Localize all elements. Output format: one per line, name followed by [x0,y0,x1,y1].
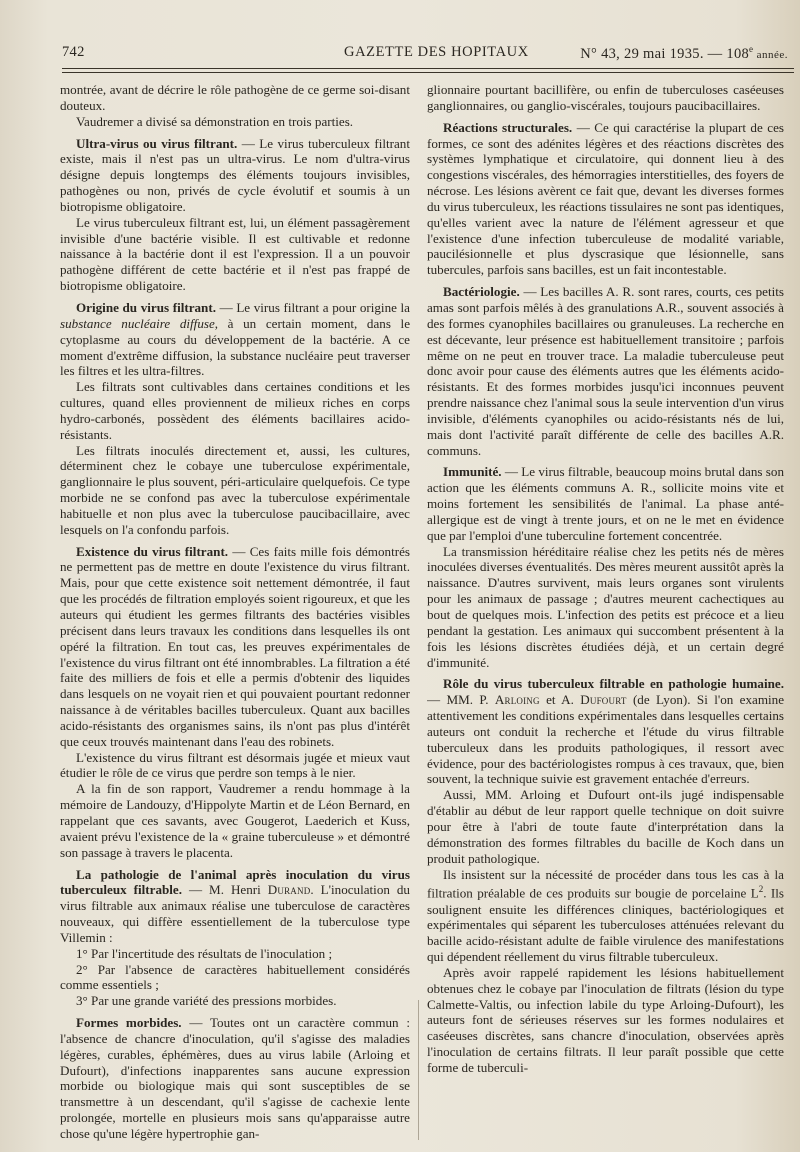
paragraph: La transmission héréditaire réalise chez les petits nés de mères inoculées diverses éventualités. Des mères meurent aussitôt après la naissance. D'autres survivent, mais leurs organes sont virulents pour les animaux de passage ; d'autres meurent cachectiques au bout de quelques mois. L'infection des petits est précoce et a lieu pendant la gestation. Les animaux qui succombent présentent à la fois les lésions discrètes étudiées déjà, et un certain degré d'immunité. [427,543,784,670]
section-text: — Les bacilles A. R. sont rares, courts, ces petits amas sont parfois mêlés à des granulations A.R., souvent associés à des formes cyanophiles bacillaires ou granuleuses. La recherche en est décevante, leur présence est habituellement transitoire ; parfois même on ne peut en trouver trace. La maladie tuberculeuse peut donc avoir pour cause des éléments autres que les éléments acido-résistants. Et des formes morbides jusqu'ici inconnues peuvent prendre naissance chez l'animal sous la seule intervention d'un virus invisible, d'éléments cyanophiles ou acido-résistants nés de lui, mais dont l'activité paraît différente de celle des bacilles A.R. communs. [427,284,784,458]
paragraph: Le virus tuberculeux filtrant est, lui, un élément passagèrement invisible d'une bactérie visible. Il est cultivable et redonne naissance à la bactérie dont il est l'expression. Il a un pouvoir pathogène différent de cette bactérie et il n'est pas frappé de biotropisme obligatoire. [60,214,410,294]
list-item: 1° Par l'incertitude des résultats de l'inoculation ; [76,945,333,961]
section-text: — Le virus tuberculeux filtrant existe, mais il n'est pas un ultra-virus. Le nom d'ultra-virus désigne depuis longtemps des éléments toujours invisibles, pathogènes ou non, privés de cycle évolutif et soumis à un biotropisme obligatoire. [60,135,410,214]
section-text: . L'inoculation du virus filtrable aux animaux réalise une tuberculose de caractères nouveaux, qui diffère essentiellement de la tuberculose type Villemin : [60,882,410,945]
section-text: — Ces faits mille fois démontrés ne permettent pas de mettre en doute l'existence du virus filtrant. Mais, pour que cette existence soit nettement démontrée, il faut que les procédés de filtration employés soient rigoureux, et que les auteurs qui étudient les germes filtrants des bactéries visibles précisent dans leurs travaux les conditions dans lesquelles ils ont opéré la filtration. En tout cas, les preuves expérimentales de l'existence du virus filtrant ont été innombrables. La filtration a été faite des milliers de fois et elle a permis d'obtenir des liquides dans lesquels on ne voyait rien et qui pouvaient pourtant redonner naissance à de véritables bacilles tuberculeux. Quant aux bacilles acido-résistants des organismes sains, ils n'ont pas plus d'intérêt que ceux trouvés maintenant dans l'eau des robinets. [60,543,410,749]
section-text: , à un certain moment, dans le cytoplasme au cours du développement de la bactérie. A ce moment d'extrême diffusion, la substance nucléaire peut traverser les filtres et les ultra-filtres. [60,315,410,379]
section-text: — Toutes ont un caractère commun : l'absence de chancre d'inoculation, qu'il s'agisse des maladies légères, curables, éphémères, dues au virus labile (Arloing et Dufourt), d'infections inapparentes sans aucune expression morbide ou biologique mais qui sont susceptibles de se transmettre à un descendant, qu'il s'agisse de cachexie lente prolongée, mortelle en plusieurs mois sans qu'apparaisse autre chose qu'une légère hypertrophie gan- [60,1015,410,1141]
section-text: — M. Henri [182,882,268,898]
paragraph: Les filtrats sont cultivables dans certaines conditions et les cultures, quand elles proviennent de milieux riches en corps hydro-carbonés, possèdent des éléments bacillaires acido-résistants. [60,379,410,442]
section-heading: Bactériologie. [443,284,520,300]
section-paragraph [427,120,784,278]
paragraph: A la fin de son rapport, Vaudremer a rendu hommage à la mémoire de Landouzy, d'Hippolyte Martin et de Léon Bernard, en rappelant que ces savants, avec Gougerot, Laederich et Kuss, avaient prévu l'existence de la « graine tuberculeuse » et démontré son passage à travers le placenta. [60,781,410,860]
section-paragraph [60,1015,410,1142]
section-heading: Immunité. [443,464,502,480]
section-heading: Rôle du virus tuberculeux filtrable en pathologie humaine. [443,676,784,692]
section-heading: La pathologie de l'animal après inoculation du virus tuberculeux filtrable. [60,866,410,898]
header-rule-bottom [62,72,794,73]
paragraph-text: . Ils soulignent ensuite les différences cliniques, bactériologiques et expérimentales qui séparent les tuberculoses atténuées relevant du bacille acido-résistant adulte de faible virulence des manifestations qui dépendent réellement du virus filtrable tuberculeux. [427,885,784,965]
author-name: Dufourt [580,692,627,708]
superscript: 2 [758,884,764,895]
section-paragraph [60,867,410,946]
section-text: — MM. P. [427,692,495,708]
issue-info [580,44,788,63]
section-text: (de Lyon). Si l'on examine attentivement les conditions expérimentales dans lesquelles certains auteurs ont conduit la recherche et l'étude du virus filtrable tuberculeux dans les produits pathologiques, il ressort avec évidence, pour des bactériologistes rompus à ces travaux, que, bien souvent, la technique suivie est gravement entachée d'erreurs. [427,692,784,787]
paragraph: Après avoir rappelé rapidement les lésions habituellement obtenues chez le cobaye par l'inoculation de filtrats (lésion du type Calmette-Valtis, ou infection labile du type Arloing-Dufourt), les auteurs font de sérieuses réserves sur les formes nodulaires et caséeuses discrètes, sans chancre d'inoculation, observées après l'inoculation de certains filtrats. Il leur paraît possible que cette forme de tuberculi- [427,964,784,1075]
author-name: Arloing [494,692,540,708]
paragraph: L'existence du virus filtrant est désormais jugée et mieux vaut étudier le rôle de ce virus que perdre son temps à le nier. [60,749,410,781]
section-paragraph [60,300,410,379]
paragraph-text: Ils insistent sur la nécessité de procéder dans tous les cas à la filtration préalable de ces produits sur bougie de porcelaine L [427,866,784,901]
list-item: 2° Par l'absence de caractères habituellement considérés comme essentiels ; [60,961,410,993]
section-text: — Le virus filtrant a pour origine la [215,299,410,315]
section-heading: Formes morbides. [76,1015,182,1031]
journal-title: GAZETTE DES HOPITAUX [344,44,529,60]
section-text: — Le virus filtrable, beaucoup moins brutal dans son action que les éléments communs A. R., sollicite moins vite et moins fortement les sensibilités de l'animal. La phase anté-allergique est de vingt à trente jours, et on ne le met en évidence que par l'emploi d'une tuberculine fortement concentrée. [427,464,784,543]
section-paragraph [427,676,784,787]
section-text: — Ce qui caractérise la plupart de ces formes, ce sont des adénites légères et des réactions discrètes des systèmes lymphatique et circulatoire, qui donnent lieu à des congestions viscérales, des hémorragies interstitielles, des foyers de nécrose. Les lésions avèrent ce fait que, devant les diverses formes du virus tuberculeux, les réactions tissulaires ne sont pas identiques, qu'elles varient avec la nature de l'élément agresseur et que l'existence d'une infection tuberculeuse de modalité variable, paucilésionnelle et plus dyscrasique que lésionnelle, sans tubercules, parfois sans bacilles, est un fait incontestable. [427,119,784,278]
paragraph: Aussi, MM. Arloing et Dufourt ont-ils jugé indispensable d'établir au début de leur rapport quelle technique on doit suivre pour être à l'abri de toute faute d'interprétation dans la démonstration des formes filtrables du bacille de Koch dans un produit pathologique. [427,787,784,866]
section-heading: Existence du virus filtrant. [76,543,229,559]
section-paragraph [60,136,410,215]
section-heading: Réactions structurales. [443,119,573,135]
section-paragraph [427,464,784,543]
right-column [427,82,784,1144]
issue-superscript: e [749,44,754,54]
paragraph: Les filtrats inoculés directement et, aussi, les cultures, déterminent chez le cobaye une tuberculose expérimentale, ganglionnaire le plus souvent, péri-articulaire quelquefois. Ce type morbide ne se confond pas avec la tuberculose expérimentale habituelle et non plus avec la tuberculose paucibacillaire, avec lesquels on l'a confondu parfois. [60,442,410,537]
section-paragraph [60,544,410,750]
paragraph: Vaudremer a divisé sa démonstration en trois parties. [76,113,354,129]
paragraph [427,867,784,965]
emphasis-text: substance nucléaire diffuse [60,315,215,331]
page-header [62,44,788,66]
paragraph: montrée, avant de décrire le rôle pathogène de ce germe soi-disant douteux. [60,82,410,113]
issue-tail: année. [753,48,788,61]
issue-main: N° 43, 29 mai 1935. — 108 [580,45,750,62]
section-text: et A. [539,692,581,708]
column-divider [418,1000,419,1140]
header-rule-top [62,68,794,69]
section-paragraph [427,284,784,458]
left-column [60,82,410,1144]
paragraph: glionnaire pourtant bacillifère, ou enfin de tuberculoses caséeuses ganglionnaires, ou ganglio-viscérales, toujours paucibacillaires. [427,82,784,113]
list-item: 3° Par une grande variété des pressions morbides. [76,993,337,1009]
section-heading: Origine du virus filtrant. [76,299,216,315]
author-name: Durand [267,882,311,898]
page-number: 742 [62,44,85,60]
section-heading: Ultra-virus ou virus filtrant. [76,135,238,151]
